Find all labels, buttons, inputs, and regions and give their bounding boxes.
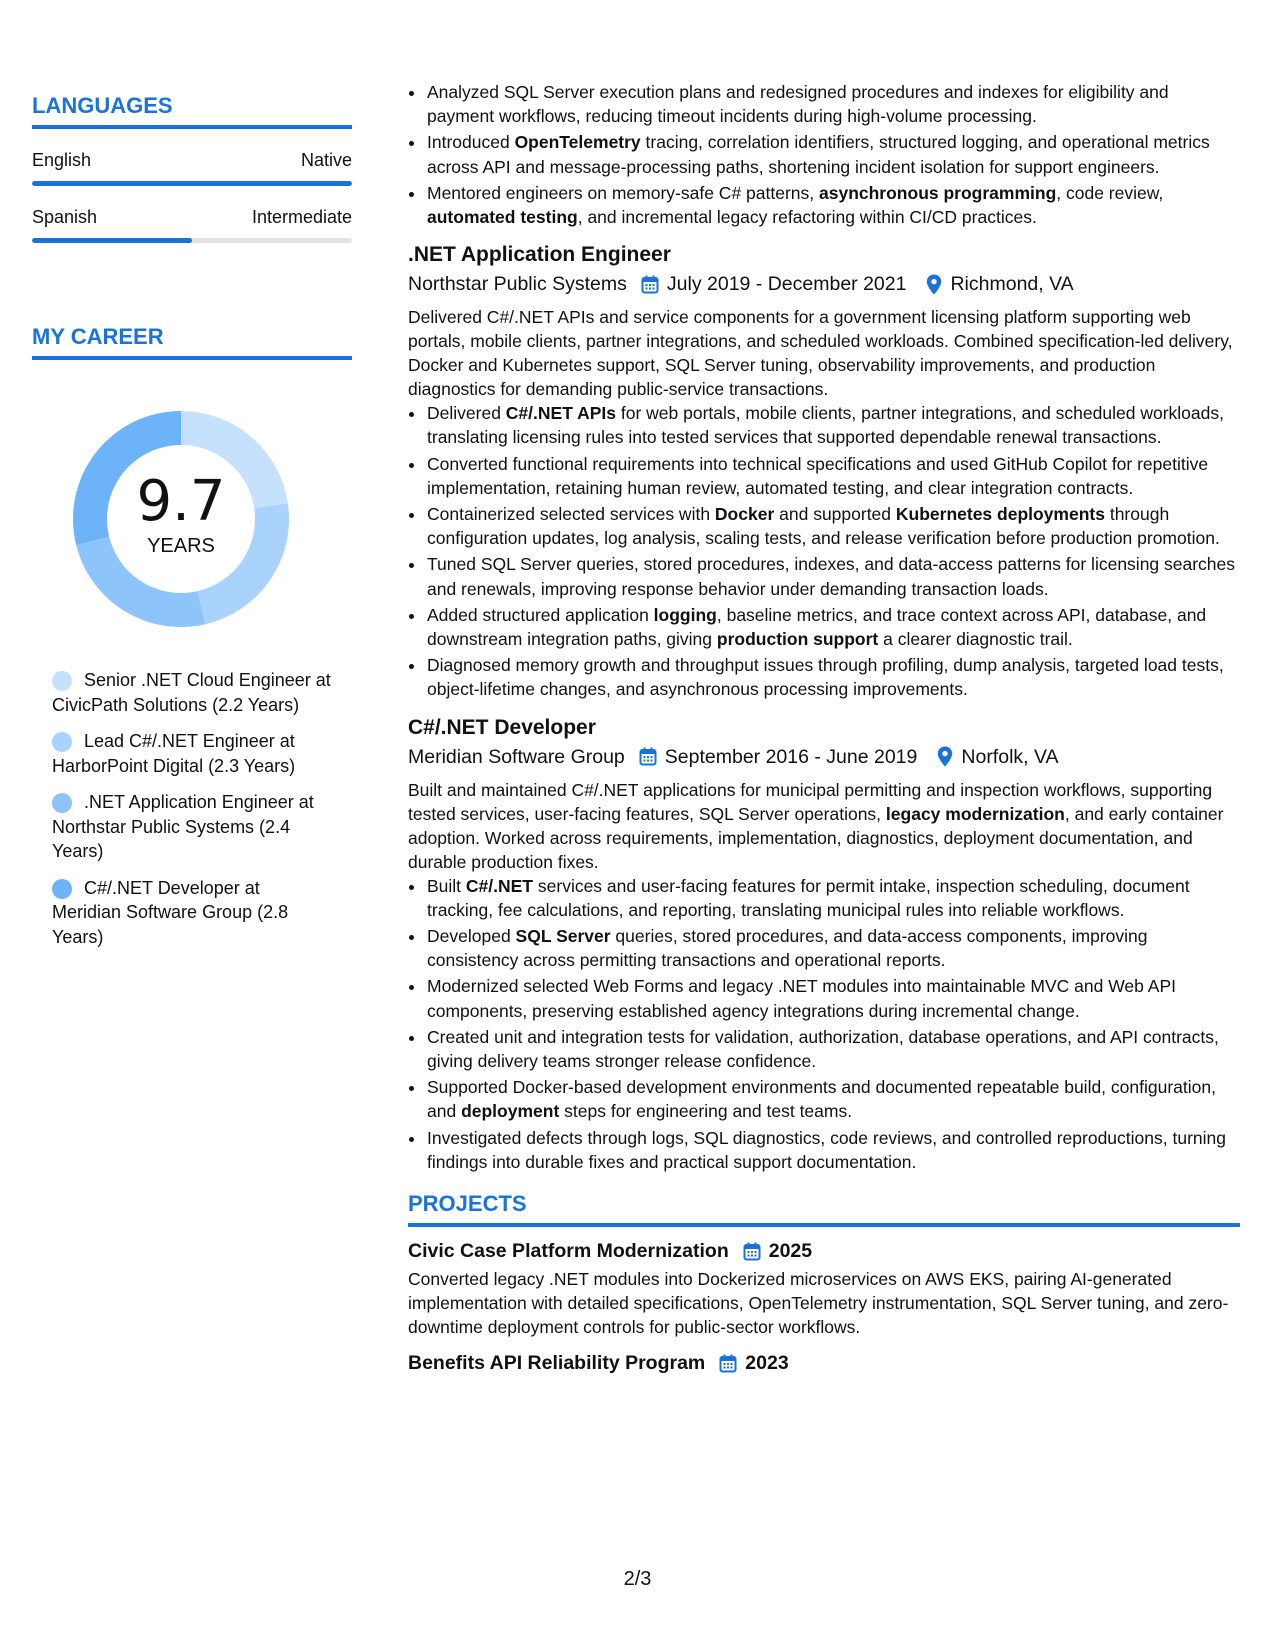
- text-run: Diagnosed memory growth and throughput issues through profiling, dump analysis, targeted load tests, object-lifetime changes, and asynchronous processing improvements.: [427, 655, 1224, 700]
- legend-label: C#/.NET Developer at Meridian Software Group (2.8 Years): [52, 877, 289, 947]
- language-proficiency-fill: [32, 181, 352, 186]
- legend-dot: [52, 671, 72, 691]
- company-name: Northstar Public Systems: [408, 273, 627, 296]
- text-run: Added structured application: [427, 604, 654, 625]
- text-run: , baseline metrics, and trace context across API, database, and downstream integration paths, giving: [427, 604, 1207, 650]
- calendar-icon: [719, 1354, 737, 1373]
- career-legend: [52, 668, 332, 949]
- language-row: [32, 206, 352, 228]
- career-legend-item: [52, 790, 332, 864]
- bold-keyword: logging: [653, 604, 717, 625]
- location-pin-icon: [926, 274, 942, 295]
- bold-keyword: automated testing: [427, 207, 578, 228]
- language-level: Native: [300, 150, 352, 170]
- career-donut-chart: [66, 404, 296, 634]
- projects-divider: [408, 1223, 1240, 1227]
- bullet-item: [426, 874, 1240, 922]
- job-dates: July 2019 - December 2021: [666, 273, 907, 296]
- bold-keyword: SQL Server: [515, 926, 611, 947]
- bullet-item: [426, 452, 1240, 500]
- text-run: Tuned SQL Server queries, stored procedures, indexes, and data-access patterns for licensing searches and renewals, improving response behavior under demanding transaction loads.: [427, 554, 1236, 599]
- text-run: tracing, correlation identifiers, structured logging, and operational metrics across API and message-processing paths, shortening incident isolation for support engineers.: [427, 132, 1210, 177]
- text-run: Investigated defects through logs, SQL diagnostics, code reviews, and controlled reproductions, turning findings into durable fixes and practical support documentation.: [427, 1127, 1226, 1172]
- bold-keyword: C#/.NET APIs: [505, 403, 617, 424]
- bullet-item: [426, 401, 1240, 449]
- language-proficiency-fill: [32, 238, 192, 243]
- text-run: Created unit and integration tests for validation, authorization, database operations, and API contracts, giving delivery teams stronger release confidence.: [427, 1026, 1219, 1072]
- page-number: 2/3: [623, 1568, 652, 1590]
- project-name: Benefits API Reliability Program: [408, 1352, 706, 1375]
- text-run: Built and maintained C#/.NET applications for municipal permitting and inspection workflows, supporting tested services, user-facing features, SQL Server operations,: [408, 779, 1213, 824]
- bullet-item: [426, 653, 1240, 701]
- text-run: and supported: [774, 504, 896, 525]
- languages-heading: LANGUAGES: [32, 93, 173, 118]
- legend-dot: [52, 732, 72, 752]
- projects-list: [408, 1237, 1240, 1377]
- text-run: Built: [427, 875, 466, 896]
- text-run: Developed: [427, 926, 516, 947]
- job-summary: [408, 305, 1240, 401]
- job-meta: [408, 269, 1240, 299]
- main-content: [408, 80, 1240, 1377]
- language-name: English: [32, 150, 92, 170]
- text-run: Mentored engineers on memory-safe C# patterns,: [427, 182, 819, 203]
- bold-keyword: production support: [716, 629, 879, 650]
- bullet-item: [426, 130, 1240, 178]
- sidebar: [32, 92, 352, 961]
- career-legend-item: [52, 729, 332, 778]
- career-total-years: 9.7: [136, 469, 226, 534]
- legend-label: Lead C#/.NET Engineer at HarborPoint Digital (2.3 Years): [52, 731, 296, 776]
- bold-keyword: Docker: [714, 504, 775, 525]
- language-name: Spanish: [32, 207, 98, 227]
- bold-keyword: asynchronous programming: [819, 182, 1057, 203]
- languages-divider: [32, 125, 352, 129]
- language-proficiency-bar: [32, 238, 352, 243]
- company-name: Meridian Software Group: [408, 745, 625, 768]
- project-year: 2023: [745, 1352, 789, 1375]
- project-year: 2025: [768, 1240, 813, 1263]
- language-proficiency-bar: [32, 181, 352, 186]
- text-run: Containerized selected services with: [427, 504, 715, 525]
- bullet-item: [426, 603, 1240, 651]
- legend-label: .NET Application Engineer at Northstar Public Systems (2.4 Years): [52, 792, 314, 861]
- text-run: , and early container adoption. Worked across requirements, implementation, diagnostics, deployment documentation, and durable production fixes.: [408, 803, 1224, 872]
- project-header: [408, 1237, 1240, 1265]
- bullet-item: [426, 502, 1240, 550]
- bullet-item: [426, 552, 1240, 600]
- career-legend-item: [52, 876, 332, 950]
- legend-label: Senior .NET Cloud Engineer at CivicPath Solutions (2.2 Years): [52, 670, 331, 715]
- career-total-unit: YEARS: [147, 535, 215, 557]
- job-summary: [408, 778, 1240, 874]
- bullet-item: [426, 924, 1240, 972]
- location-pin-icon: [937, 746, 953, 767]
- job-bullets: [408, 401, 1240, 701]
- job-title: .NET Application Engineer: [408, 243, 671, 267]
- calendar-icon: [639, 747, 657, 766]
- text-run: Converted functional requirements into technical specifications and used GitHub Copilot for repetitive implementation, retaining human review, automated testing, and clear integration contracts.: [427, 453, 1209, 498]
- legend-dot: [52, 879, 72, 899]
- text-run: , code review,: [1056, 182, 1164, 203]
- bold-keyword: legacy modernization: [885, 803, 1065, 824]
- bold-keyword: Kubernetes deployments: [895, 504, 1105, 525]
- experience-list: [408, 241, 1240, 1174]
- project-name: Civic Case Platform Modernization: [408, 1240, 729, 1263]
- project-description: Converted legacy .NET modules into Dockerized microservices on AWS EKS, pairing AI-generated implementation with detailed specifications, OpenTelemetry instrumentation, SQL Server tuning, and zero-downtime deployment controls for public-sector workflows.: [408, 1269, 1229, 1338]
- text-run: a clearer diagnostic trail.: [878, 629, 1073, 650]
- job-location: Norfolk, VA: [961, 745, 1059, 768]
- bold-keyword: deployment: [461, 1101, 560, 1122]
- text-run: for web portals, mobile clients, partner integrations, and scheduled workloads, translating licensing rules into tested services that supported dependable renewal transactions.: [427, 403, 1224, 448]
- text-run: Analyzed SQL Server execution plans and redesigned procedures and indexes for eligibility and payment workflows, reducing timeout incidents during high-volume processing.: [427, 82, 1169, 127]
- bullet-item: [426, 181, 1240, 229]
- previous-job-bullets: [408, 80, 1240, 229]
- job-bullets: [408, 874, 1240, 1174]
- job-entry: [408, 714, 1240, 1174]
- job-entry: [408, 241, 1240, 701]
- text-run: Modernized selected Web Forms and legacy .NET modules into maintainable MVC and Web API components, preserving established agency integrations during incremental change.: [427, 976, 1176, 1021]
- language-row: [32, 149, 352, 171]
- job-location: Richmond, VA: [950, 273, 1074, 296]
- text-run: Supported Docker-based development environments and documented repeatable build, configuration, and: [427, 1077, 1216, 1122]
- bold-keyword: OpenTelemetry: [514, 132, 641, 153]
- project-header: [408, 1349, 1240, 1377]
- bold-keyword: C#/.NET: [465, 875, 534, 896]
- job-meta: [408, 742, 1240, 772]
- language-level: Intermediate: [251, 207, 352, 227]
- job-dates: September 2016 - June 2019: [664, 745, 918, 768]
- text-run: Delivered: [427, 403, 506, 424]
- career-legend-item: [52, 668, 332, 717]
- text-run: through configuration updates, log analysis, scaling tests, and release verification before production promotion.: [427, 504, 1220, 549]
- job-title: C#/.NET Developer: [408, 715, 596, 739]
- text-run: steps for engineering and test teams.: [559, 1101, 853, 1122]
- career-heading: MY CAREER: [32, 324, 164, 349]
- bullet-item: [426, 1126, 1240, 1174]
- text-run: , and incremental legacy refactoring within CI/CD practices.: [577, 207, 1037, 228]
- career-divider: [32, 356, 352, 360]
- text-run: Delivered C#/.NET APIs and service components for a government licensing platform supporting web portals, mobile clients, partner integrations, and scheduled workloads. Combined specification-led delivery, Docker and Kubernetes support, SQL Server tuning, observability improvements, and production diagnostics for demanding public-service transactions.: [408, 307, 1233, 400]
- bullet-item: [426, 80, 1240, 128]
- text-run: Introduced: [427, 132, 515, 153]
- projects-heading: PROJECTS: [408, 1191, 527, 1217]
- legend-dot: [52, 793, 72, 813]
- text-run: services and user-facing features for permit intake, inspection scheduling, document tracking, fee calculations, and reporting, translating municipal rules into reliable workflows.: [427, 875, 1190, 920]
- bullet-item: [426, 974, 1240, 1022]
- bullet-item: [426, 1025, 1240, 1073]
- languages-list: [32, 149, 352, 243]
- donut-center: [66, 404, 296, 634]
- text-run: queries, stored procedures, and data-access components, improving consistency across permitting transactions and operational reports.: [427, 926, 1148, 971]
- calendar-icon: [641, 275, 659, 294]
- bullet-item: [426, 1075, 1240, 1123]
- calendar-icon: [743, 1242, 761, 1261]
